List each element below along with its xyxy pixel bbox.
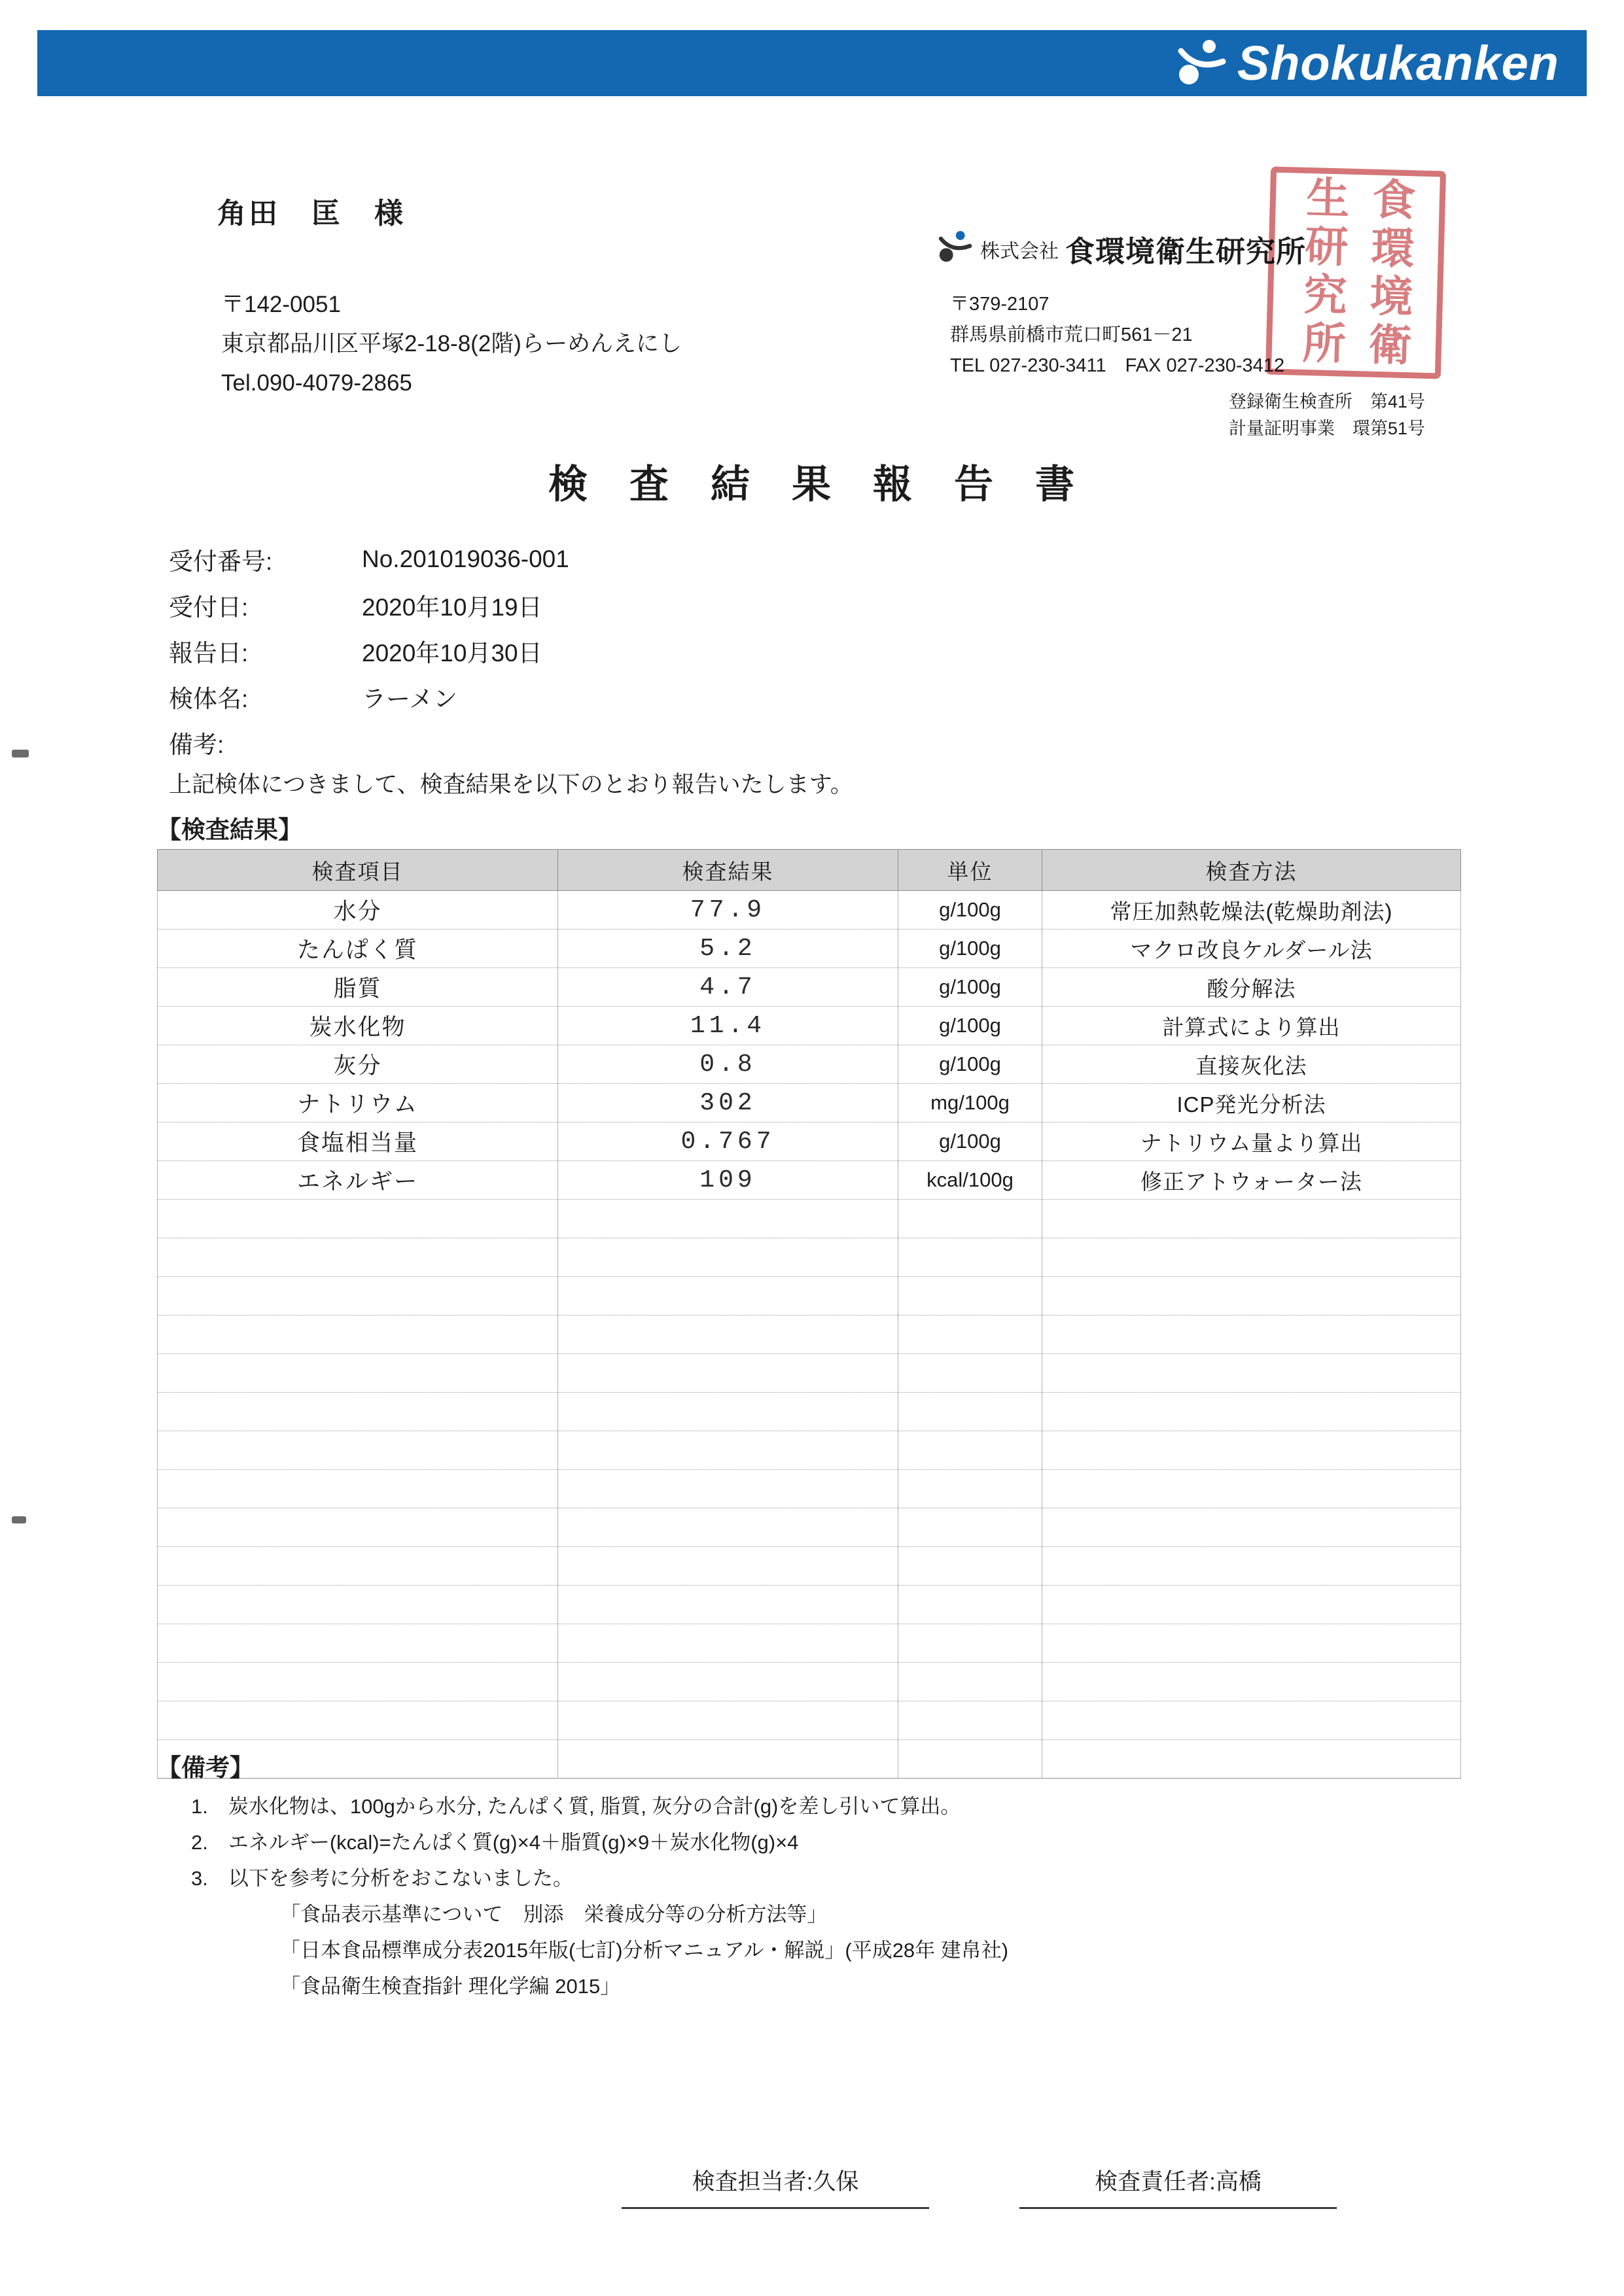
empty-cell	[898, 1393, 1042, 1431]
intro-sentence: 上記検体につきまして、検査結果を以下のとおり報告いたします。	[169, 772, 853, 797]
empty-cell	[558, 1701, 898, 1740]
empty-cell	[158, 1277, 558, 1315]
company-seal-text: 生研究所	[1296, 174, 1349, 370]
brand-banner	[37, 30, 1587, 96]
empty-row	[158, 1393, 1461, 1431]
empty-cell	[158, 1663, 558, 1701]
lab-logo-icon	[934, 230, 974, 268]
lab-company-prefix: 株式会社	[980, 240, 1059, 262]
results-section-title: 【検査結果】	[157, 816, 302, 843]
empty-cell	[1042, 1393, 1461, 1431]
empty-cell	[898, 1431, 1042, 1470]
empty-cell	[158, 1431, 558, 1470]
result-row	[158, 891, 1461, 930]
empty-cell	[558, 1354, 898, 1393]
lab-header	[934, 228, 1306, 270]
result-item: たんぱく質	[158, 930, 558, 968]
empty-cell	[1042, 1431, 1461, 1470]
empty-cell	[1042, 1470, 1461, 1508]
result-method: 修正アトウォーター法	[1042, 1161, 1461, 1200]
reference-item: 「食品衛生検査指針 理化学編 2015」	[280, 1975, 621, 1998]
empty-cell	[558, 1547, 898, 1586]
empty-cell	[1042, 1663, 1461, 1701]
empty-cell	[1042, 1701, 1461, 1740]
empty-cell	[898, 1315, 1042, 1354]
empty-cell	[898, 1277, 1042, 1315]
meta-value: No.201019036-001	[362, 546, 569, 572]
empty-cell	[1042, 1624, 1461, 1663]
empty-row	[158, 1354, 1461, 1393]
empty-cell	[898, 1354, 1042, 1393]
results-tbody	[158, 891, 1461, 1779]
result-value: 0.767	[558, 1122, 898, 1161]
result-value: 302	[558, 1084, 898, 1122]
refs-list	[280, 1896, 1008, 2004]
result-unit: g/100g	[898, 891, 1042, 930]
lab-postal: 〒379-2107	[950, 294, 1050, 315]
reference-item: 「日本食品標準成分表2015年版(七訂)分析マニュアル・解説」(平成28年 建帛社)	[280, 1939, 1009, 1962]
meta-value: 2020年10月19日	[362, 594, 542, 621]
empty-cell	[898, 1624, 1042, 1663]
empty-cell	[158, 1315, 558, 1354]
empty-cell	[898, 1586, 1042, 1624]
result-method: ナトリウム量より算出	[1042, 1122, 1461, 1161]
empty-cell	[158, 1470, 558, 1508]
reference-item: 「食品表示基準について 別添 栄養成分等の分析方法等」	[280, 1903, 828, 1926]
empty-cell	[898, 1200, 1042, 1238]
empty-row	[158, 1740, 1461, 1779]
empty-row	[158, 1701, 1461, 1740]
empty-cell	[158, 1200, 558, 1238]
empty-cell	[898, 1740, 1042, 1779]
empty-row	[158, 1547, 1461, 1586]
empty-cell	[898, 1547, 1042, 1586]
result-method: マクロ改良ケルダール法	[1042, 930, 1461, 968]
empty-row	[158, 1470, 1461, 1508]
empty-cell	[1042, 1586, 1461, 1624]
recipient-address: 東京都品川区平塚2-18-8(2階)らーめんえにし	[221, 331, 682, 357]
empty-cell	[558, 1740, 898, 1779]
result-unit: g/100g	[898, 968, 1042, 1007]
empty-cell	[558, 1200, 898, 1238]
empty-cell	[1042, 1238, 1461, 1277]
result-item: 灰分	[158, 1045, 558, 1084]
empty-cell	[158, 1393, 558, 1431]
result-value: 4.7	[558, 968, 898, 1007]
empty-cell	[1042, 1740, 1461, 1779]
recipient-address-block	[221, 285, 682, 403]
company-seal-text: 食環境衛	[1362, 176, 1415, 372]
empty-cell	[158, 1586, 558, 1624]
empty-cell	[898, 1663, 1042, 1701]
result-unit: g/100g	[898, 1045, 1042, 1084]
supervisor-signature: 検査責任者:高橋	[1019, 2164, 1337, 2209]
result-item: 炭水化物	[158, 1007, 558, 1045]
result-item: ナトリウム	[158, 1084, 558, 1122]
result-item: 水分	[158, 891, 558, 930]
empty-cell	[1042, 1277, 1461, 1315]
result-value: 109	[558, 1161, 898, 1200]
meta-value: 2020年10月30日	[362, 640, 542, 667]
recipient-name: 角田 匡 様	[217, 198, 406, 230]
notes-list	[191, 1788, 961, 1896]
result-value: 77.9	[558, 891, 898, 930]
result-unit: g/100g	[898, 1122, 1042, 1161]
lab-company-name: 食環境衛生研究所	[1065, 235, 1307, 268]
result-row	[158, 1161, 1461, 1200]
brand-logo-icon	[1172, 38, 1228, 89]
meta-label: 検体名:	[169, 686, 249, 712]
empty-cell	[158, 1624, 558, 1663]
result-item: 脂質	[158, 968, 558, 1007]
empty-cell	[898, 1238, 1042, 1277]
note-item: 2. エネルギー(kcal)=たんぱく質(g)×4＋脂質(g)×9＋炭水化物(g)×4	[191, 1831, 799, 1854]
empty-cell	[898, 1470, 1042, 1508]
empty-cell	[558, 1393, 898, 1431]
meta-row	[169, 582, 569, 628]
empty-cell	[158, 1508, 558, 1547]
result-unit: g/100g	[898, 1007, 1042, 1045]
lab-address: 群馬県前橋市荒口町561－21	[950, 324, 1193, 345]
column-header-item: 検査項目	[158, 850, 558, 891]
empty-cell	[1042, 1508, 1461, 1547]
column-header-unit: 単位	[898, 850, 1042, 891]
note-item: 3. 以下を参考に分析をおこないました。	[191, 1867, 573, 1890]
empty-cell	[1042, 1354, 1461, 1393]
empty-cell	[558, 1238, 898, 1277]
empty-cell	[558, 1624, 898, 1663]
brand-wordmark: Shokukanken	[1237, 36, 1559, 90]
meta-row	[169, 628, 569, 674]
empty-cell	[1042, 1547, 1461, 1586]
empty-cell	[558, 1508, 898, 1547]
result-unit: kcal/100g	[898, 1161, 1042, 1200]
empty-cell	[558, 1431, 898, 1470]
empty-row	[158, 1315, 1461, 1354]
lab-registration-block	[1229, 389, 1425, 442]
result-value: 5.2	[558, 930, 898, 968]
result-row	[158, 1084, 1461, 1122]
page-title: 検 査 結 果 報 告 書	[548, 462, 1076, 506]
empty-row	[158, 1200, 1461, 1238]
empty-cell	[558, 1586, 898, 1624]
empty-row	[158, 1624, 1461, 1663]
empty-row	[158, 1277, 1461, 1315]
empty-cell	[558, 1663, 898, 1701]
result-method: 計算式により算出	[1042, 1007, 1461, 1045]
results-table	[157, 849, 1461, 1779]
meta-row	[169, 674, 569, 720]
empty-cell	[158, 1354, 558, 1393]
empty-row	[158, 1431, 1461, 1470]
empty-cell	[158, 1238, 558, 1277]
empty-cell	[1042, 1200, 1461, 1238]
result-row	[158, 1122, 1461, 1161]
header-row	[158, 850, 1461, 891]
empty-cell	[558, 1470, 898, 1508]
inspector-signature: 検査担当者:久保	[622, 2164, 929, 2209]
meta-value: ラーメン	[362, 686, 458, 712]
note-item: 1. 炭水化物は、100gから水分, たんぱく質, 脂質, 灰分の合計(g)を差し引いて算出。	[191, 1795, 961, 1818]
meta-label: 受付番号:	[169, 548, 273, 575]
empty-row	[158, 1663, 1461, 1701]
result-method: 酸分解法	[1042, 968, 1461, 1007]
empty-row	[158, 1508, 1461, 1547]
meta-label: 備考:	[169, 731, 224, 758]
notes-section-title: 【備考】	[157, 1754, 254, 1781]
result-row	[158, 968, 1461, 1007]
scan-artifact	[12, 1516, 26, 1523]
empty-cell	[158, 1547, 558, 1586]
recipient-tel: Tel.090-4079-2865	[221, 370, 412, 396]
empty-cell	[158, 1701, 558, 1740]
result-row	[158, 1045, 1461, 1084]
result-method: 常圧加熱乾燥法(乾燥助剤法)	[1042, 891, 1461, 930]
empty-cell	[558, 1277, 898, 1315]
meta-label: 受付日:	[169, 594, 249, 621]
results-table-header	[158, 850, 1461, 891]
meta-fields	[169, 536, 569, 765]
result-method: ICP発光分析法	[1042, 1084, 1461, 1122]
result-item: 食塩相当量	[158, 1122, 558, 1161]
scan-artifact	[12, 750, 29, 757]
company-seal	[1265, 167, 1446, 379]
column-header-result: 検査結果	[558, 850, 898, 891]
empty-cell	[898, 1701, 1042, 1740]
lab-registration-2: 計量証明事業 環第51号	[1229, 419, 1426, 438]
result-method: 直接灰化法	[1042, 1045, 1461, 1084]
result-unit: g/100g	[898, 930, 1042, 968]
result-row	[158, 1007, 1461, 1045]
recipient-postal: 〒142-0051	[221, 292, 341, 317]
lab-tel-fax: TEL 027-230-3411 FAX 027-230-3412	[950, 355, 1285, 376]
empty-cell	[558, 1315, 898, 1354]
meta-label: 報告日:	[169, 640, 249, 667]
result-unit: mg/100g	[898, 1084, 1042, 1122]
empty-row	[158, 1586, 1461, 1624]
result-item: エネルギー	[158, 1161, 558, 1200]
result-row	[158, 930, 1461, 968]
lab-address-block	[950, 289, 1284, 381]
lab-registration-1: 登録衛生検査所 第41号	[1229, 392, 1426, 411]
empty-cell	[898, 1508, 1042, 1547]
empty-row	[158, 1238, 1461, 1277]
meta-row	[169, 536, 569, 582]
empty-cell	[1042, 1315, 1461, 1354]
meta-row	[169, 720, 569, 765]
result-value: 0.8	[558, 1045, 898, 1084]
column-header-method: 検査方法	[1042, 850, 1461, 891]
result-value: 11.4	[558, 1007, 898, 1045]
